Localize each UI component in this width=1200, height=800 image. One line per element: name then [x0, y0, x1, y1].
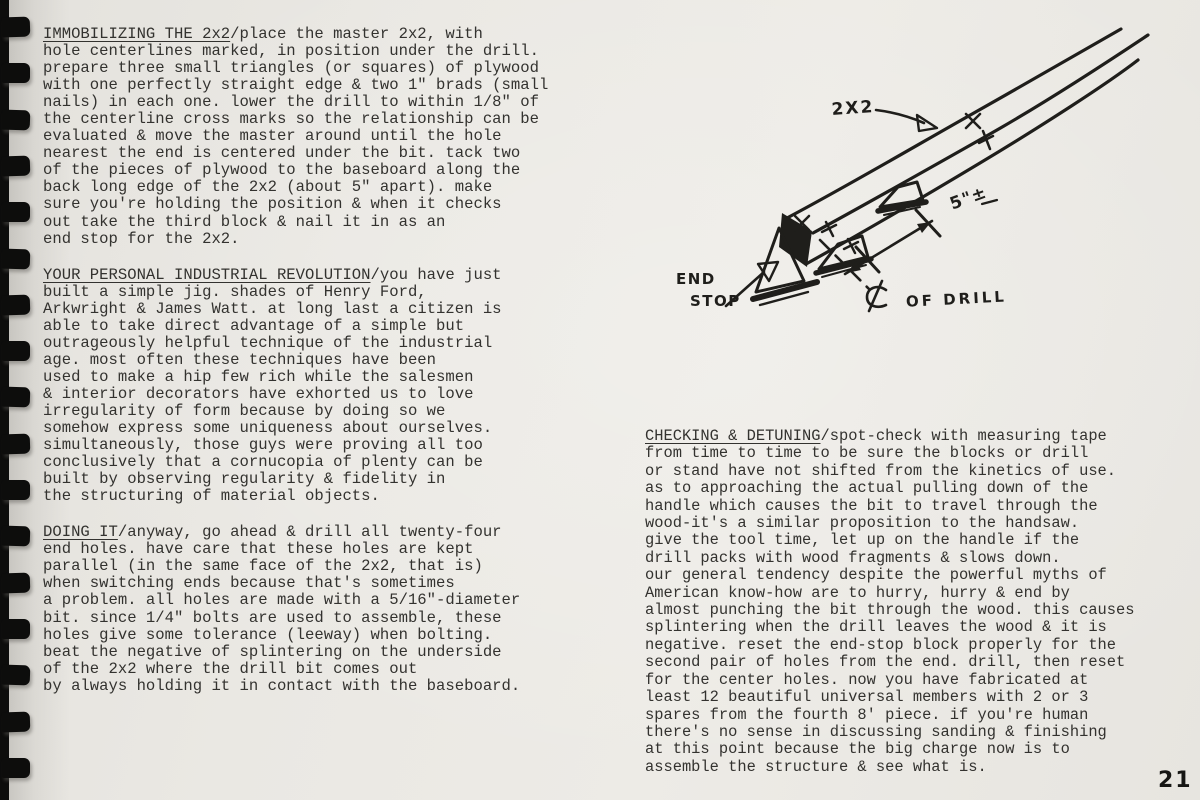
dimension-arrowhead-high: [917, 222, 931, 233]
page-number: 21: [1158, 768, 1193, 793]
board-label: 2X2: [830, 97, 876, 120]
spiral-binding-tooth: [2, 433, 31, 454]
board-top-edge: [787, 29, 1121, 218]
text-line: conclusively that a cornucopia of plenty can be: [43, 453, 483, 472]
spiral-binding-tooth: [2, 17, 31, 38]
spiral-binding-tooth: [2, 202, 30, 222]
text-line: built by observing regularity & fidelity in: [43, 470, 446, 489]
text-line: sure you're holding the position & when it checks: [43, 195, 502, 214]
text-line: outrageously helpful technique of the industrial: [43, 333, 493, 352]
text-line: nearest the end is centered under the bit. tack two: [43, 144, 521, 163]
text-line: bit. since 1/4" bolts are used to assemble, these: [43, 608, 502, 627]
text-line: prepare three small triangles (or squares) of plywood: [43, 59, 539, 78]
text-line: assemble the structure & see what is.: [645, 757, 987, 776]
spiral-binding-tooth: [2, 572, 31, 593]
text-line: or stand have not shifted from the kinetics of use.: [645, 461, 1117, 480]
spiral-binding-tooth: [2, 341, 30, 361]
text-line: least 12 beautiful universal members with 2 or 3: [645, 688, 1089, 707]
text-line: our general tendency despite the powerful myths of: [645, 566, 1107, 585]
text-line: IMMOBILIZING THE 2x2/place the master 2x2, with: [43, 25, 483, 43]
text-line: by always holding it in contact with the baseboard.: [43, 676, 521, 695]
right-text-column: [645, 428, 1135, 795]
text-line: end holes. have care that these holes are kept: [43, 540, 474, 559]
text-line: simultaneously, those guys were proving all too: [43, 436, 483, 455]
text-line: spares from the fourth 8' piece. if you're human: [645, 705, 1089, 724]
text-line: splintering when the drill leaves the wood & it is: [645, 618, 1107, 637]
text-line: Arkwright & James Watt. at long last a citizen is: [43, 299, 502, 318]
spiral-binding-tooth: [2, 480, 30, 500]
paragraph-doing-it: [43, 524, 548, 694]
spiral-binding: [0, 0, 44, 800]
text-line: wood-it's a similar proposition to the handsaw.: [645, 514, 1080, 533]
section-heading: CHECKING & DETUNING: [645, 427, 821, 445]
text-line: handle which causes the bit to travel through the: [645, 496, 1098, 515]
text-line: built a simple jig. shades of Henry Ford,: [43, 282, 427, 301]
left-text-column: [43, 26, 548, 714]
spiral-binding-tooth: [2, 711, 31, 732]
text-line: American know-how are to hurry, hurry & end by: [645, 583, 1070, 602]
spiral-binding-tooth: [2, 248, 31, 269]
spiral-binding-tooth: [2, 387, 31, 408]
text-line: the structuring of material objects.: [43, 487, 380, 506]
paragraph-checking-detuning: [645, 428, 1135, 776]
text-line: nails) in each one. lower the drill to within 1/8" of: [43, 93, 539, 112]
spiral-binding-tooth: [2, 294, 31, 315]
end-stop-label-line2: STOP: [690, 292, 741, 310]
text-line: a problem. all holes are made with a 5/16"-diameter: [43, 591, 521, 610]
text-line: of the pieces of plywood to the baseboard along the: [43, 161, 521, 180]
text-line: almost punching the bit through the wood. this causes: [645, 601, 1135, 620]
text-line: irregularity of form because by doing so we: [43, 401, 446, 420]
spiral-binding-tooth: [2, 109, 31, 130]
text-line: parallel (in the same face of the 2x2, that is): [43, 557, 483, 576]
section-heading: YOUR PERSONAL INDUSTRIAL REVOLUTION: [43, 265, 371, 284]
text-line: & interior decorators have exhorted us to love: [43, 384, 474, 403]
text-line: at this point because the big charge now is to: [645, 740, 1070, 759]
text-line: as to approaching the actual pulling down of the: [645, 479, 1089, 498]
section-heading: IMMOBILIZING THE 2x2: [43, 25, 231, 43]
spiral-binding-tooth: [2, 526, 31, 547]
spiral-binding-tooth: [2, 665, 31, 686]
text-line: when switching ends because that's sometimes: [43, 574, 455, 593]
text-line: from time to time to be sure the blocks or drill: [645, 444, 1089, 463]
text-line: end stop for the 2x2.: [43, 229, 240, 248]
text-line: give the tool time, let up on the handle if the: [645, 531, 1080, 550]
text-line: beat the negative of splintering on the underside: [43, 642, 502, 661]
text-line: drill packs with wood fragments & slows down.: [645, 548, 1061, 567]
text-line: holes give some tolerance (leeway) when bolting.: [43, 625, 493, 644]
text-line: second pair of holes from the end. drill, then reset: [645, 653, 1126, 672]
text-line: DOING IT/anyway, go ahead & drill all twenty-four: [43, 523, 502, 542]
text-line: CHECKING & DETUNING/spot-check with measuring tape: [645, 427, 1107, 445]
paragraph-industrial-revolution: [43, 267, 548, 506]
paragraph-immobilizing: [43, 26, 548, 248]
text-line: there's no sense in discussing sanding & finishing: [645, 722, 1107, 741]
text-line: evaluated & move the master around until the hole: [43, 127, 502, 146]
text-line: somehow express some uniqueness about ourselves.: [43, 419, 493, 438]
section-heading: DOING IT: [43, 523, 118, 542]
dimension-label: 5"±: [947, 182, 990, 215]
board-bottom-edge: [806, 60, 1138, 264]
jig-diagram: [640, 0, 1200, 340]
text-line: used to make a hip few rich while the salesmen: [43, 367, 474, 386]
text-line: out take the third block & nail it in as an: [43, 212, 446, 231]
text-line: for the center holes. now you have fabricated at: [645, 670, 1089, 689]
text-line: back long edge of the 2x2 (about 5" apart). make: [43, 178, 493, 197]
board-label-arrowhead: [917, 115, 937, 131]
spiral-binding-tooth: [2, 758, 30, 778]
text-line: of the 2x2 where the drill bit comes out: [43, 659, 418, 678]
spiral-binding-tooth: [2, 155, 31, 176]
spiral-binding-tooth: [2, 63, 30, 83]
spiral-binding-tooth: [2, 619, 30, 639]
end-stop-label-line1: END: [676, 270, 716, 288]
text-line: negative. reset the end-stop block properly for the: [645, 635, 1117, 654]
centerline-label: OF DRILL: [905, 287, 1008, 311]
centerline-symbol-icon: [867, 281, 886, 311]
text-line: able to take direct advantage of a simple but: [43, 316, 465, 335]
text-line: hole centerlines marked, in position under the drill.: [43, 42, 539, 61]
text-line: YOUR PERSONAL INDUSTRIAL REVOLUTION/you have just: [43, 265, 502, 284]
text-line: with one perfectly straight edge & two 1" brads (small: [43, 76, 549, 95]
hole-mark-x-upper: [966, 114, 980, 128]
text-line: age. most often these techniques have been: [43, 350, 437, 369]
text-line: the centerline cross marks so the relationship can be: [43, 110, 539, 129]
